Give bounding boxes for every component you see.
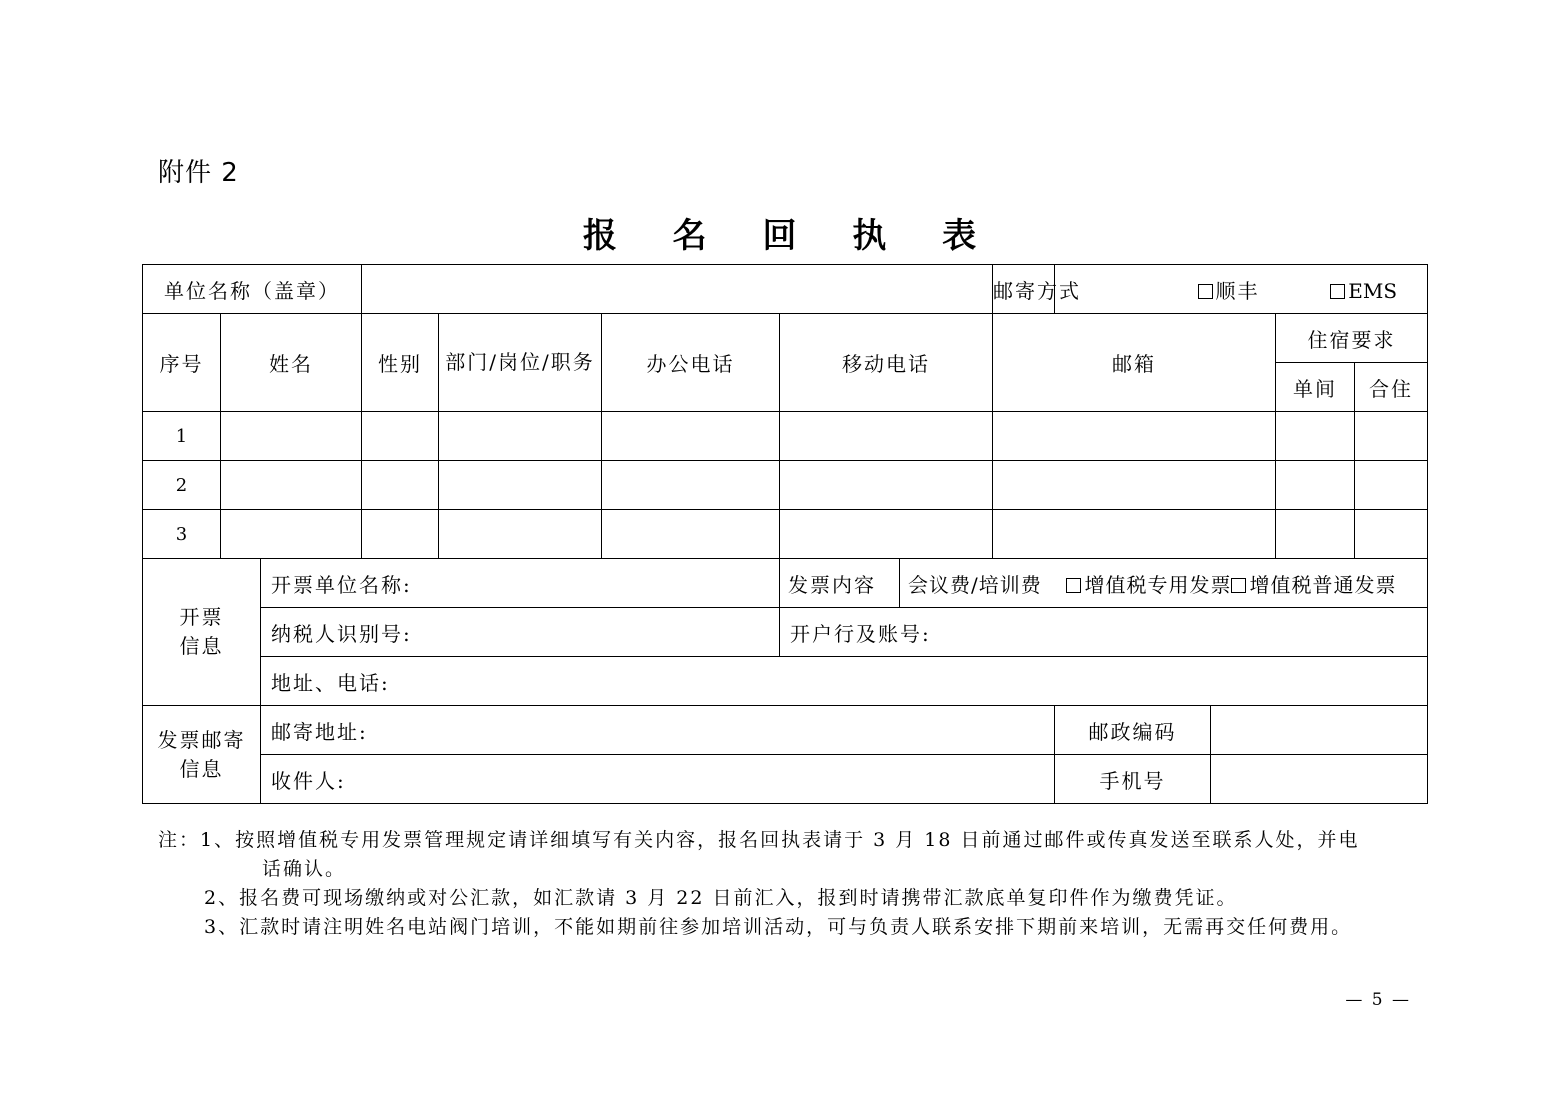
option-ems[interactable] bbox=[1330, 279, 1397, 303]
shared-cell[interactable] bbox=[1355, 412, 1428, 461]
col-lodging: 住宿要求 bbox=[1276, 314, 1428, 363]
recipient-label: 收件人: bbox=[271, 768, 346, 793]
invoice-section-label-line2: 信息 bbox=[179, 634, 224, 658]
mobile-number-field[interactable] bbox=[1211, 755, 1428, 804]
unit-name-label: 单位名称（盖章） bbox=[143, 265, 362, 314]
invoice-company-field[interactable] bbox=[261, 559, 780, 608]
form-title: 报 名 回 执 表 bbox=[582, 216, 999, 256]
col-office-phone: 办公电话 bbox=[602, 314, 780, 412]
single-cell[interactable] bbox=[1276, 412, 1355, 461]
invoice-content-label: 发票内容 bbox=[780, 559, 900, 608]
single-cell[interactable] bbox=[1276, 510, 1355, 559]
option-vat-special[interactable] bbox=[1066, 573, 1231, 597]
row-number: 2 bbox=[143, 461, 221, 510]
mobile-number-label: 手机号 bbox=[1055, 755, 1211, 804]
invoice-content-value: 会议费/培训费 bbox=[908, 572, 1042, 597]
mail-method-label: 邮寄方式 bbox=[993, 265, 1055, 314]
taxpayer-id-field[interactable] bbox=[261, 608, 780, 657]
invoice-section-label-line1: 开票 bbox=[179, 605, 224, 629]
name-cell[interactable] bbox=[221, 510, 362, 559]
postcode-field[interactable] bbox=[1211, 706, 1428, 755]
table-row bbox=[143, 510, 1428, 559]
shared-cell[interactable] bbox=[1355, 510, 1428, 559]
email-cell[interactable] bbox=[993, 510, 1276, 559]
mailing-section-label-line2: 信息 bbox=[179, 756, 224, 781]
gender-cell[interactable] bbox=[362, 510, 439, 559]
mailing-address-field[interactable] bbox=[261, 706, 1055, 755]
single-cell[interactable] bbox=[1276, 461, 1355, 510]
mobile-cell[interactable] bbox=[780, 412, 993, 461]
email-cell[interactable] bbox=[993, 461, 1276, 510]
office-phone-cell[interactable] bbox=[602, 510, 780, 559]
note-3: 3、汇款时请注明姓名电站阀门培训，不能如期前往参加培训活动，可与负责人联系安排下期前来培训，无需再交任何费用。 bbox=[204, 916, 1353, 938]
gender-cell[interactable] bbox=[362, 412, 439, 461]
note-1-line-1: 注：1、按照增值税专用发票管理规定请详细填写有关内容，报名回执表请于 3 月 18 日前通过邮件或传真发送至联系人处，并电 bbox=[158, 829, 1360, 851]
invoice-row-1 bbox=[143, 559, 1428, 608]
address-phone-field[interactable] bbox=[261, 657, 1428, 706]
office-phone-cell[interactable] bbox=[602, 412, 780, 461]
gender-cell[interactable] bbox=[362, 461, 439, 510]
office-phone-cell[interactable] bbox=[602, 461, 780, 510]
option-vat-normal[interactable] bbox=[1231, 573, 1396, 597]
col-email: 邮箱 bbox=[993, 314, 1276, 412]
mailing-section-label bbox=[143, 706, 261, 804]
shared-cell[interactable] bbox=[1355, 461, 1428, 510]
col-name: 姓名 bbox=[221, 314, 362, 412]
vat-special-label: 增值税专用发票 bbox=[1084, 572, 1232, 597]
note-1-line-2: 话确认。 bbox=[262, 858, 347, 880]
dept-cell[interactable] bbox=[439, 412, 602, 461]
invoice-content-options bbox=[900, 559, 1428, 608]
col-gender: 性别 bbox=[362, 314, 439, 412]
dept-cell[interactable] bbox=[439, 510, 602, 559]
name-cell[interactable] bbox=[221, 461, 362, 510]
address-phone-label: 地址、电话: bbox=[271, 670, 390, 695]
email-cell[interactable] bbox=[993, 412, 1276, 461]
row-number: 1 bbox=[143, 412, 221, 461]
name-cell[interactable] bbox=[221, 412, 362, 461]
attachment-label: 附件 2 bbox=[158, 158, 239, 188]
col-dept: 部门/岗位/职务 bbox=[439, 314, 602, 412]
registration-form-table bbox=[142, 264, 1428, 804]
vat-normal-label: 增值税普通发票 bbox=[1249, 572, 1397, 597]
page-number: — 5 — bbox=[1345, 990, 1411, 1010]
invoice-company-label: 开票单位名称: bbox=[271, 572, 412, 597]
bank-account-label: 开户行及账号: bbox=[790, 621, 931, 646]
mailing-row-1 bbox=[143, 706, 1428, 755]
table-row bbox=[143, 412, 1428, 461]
option-ems-label: EMS bbox=[1348, 278, 1398, 303]
unit-row bbox=[143, 265, 1428, 314]
taxpayer-id-label: 纳税人识别号: bbox=[271, 621, 412, 646]
checkbox-vat-normal[interactable] bbox=[1231, 578, 1246, 593]
mailing-row-2 bbox=[143, 755, 1428, 804]
unit-name-field[interactable] bbox=[362, 265, 993, 314]
mobile-cell[interactable] bbox=[780, 510, 993, 559]
note-2: 2、报名费可现场缴纳或对公汇款，如汇款请 3 月 22 日前汇入，报到时请携带汇款底单复印件作为缴费凭证。 bbox=[204, 887, 1238, 909]
col-single: 单间 bbox=[1276, 363, 1355, 412]
recipient-field[interactable] bbox=[261, 755, 1055, 804]
mail-method-options bbox=[1055, 265, 1428, 314]
mobile-cell[interactable] bbox=[780, 461, 993, 510]
notes bbox=[158, 826, 1420, 942]
mailing-section-label-line1: 发票邮寄 bbox=[157, 727, 246, 752]
col-seq: 序号 bbox=[143, 314, 221, 412]
col-mobile: 移动电话 bbox=[780, 314, 993, 412]
bank-account-field[interactable] bbox=[780, 608, 1428, 657]
invoice-row-3 bbox=[143, 657, 1428, 706]
option-sf-label: 顺丰 bbox=[1215, 278, 1260, 303]
invoice-section-label bbox=[143, 559, 261, 706]
column-header-row bbox=[143, 314, 1428, 363]
option-sf[interactable] bbox=[1198, 279, 1268, 303]
col-shared: 合住 bbox=[1355, 363, 1428, 412]
row-number: 3 bbox=[143, 510, 221, 559]
mailing-address-label: 邮寄地址: bbox=[271, 719, 368, 744]
checkbox-ems[interactable] bbox=[1330, 284, 1345, 299]
checkbox-vat-special[interactable] bbox=[1066, 578, 1081, 593]
table-row bbox=[143, 461, 1428, 510]
checkbox-sf[interactable] bbox=[1198, 284, 1213, 299]
postcode-label: 邮政编码 bbox=[1055, 706, 1211, 755]
dept-cell[interactable] bbox=[439, 461, 602, 510]
invoice-row-2 bbox=[143, 608, 1428, 657]
